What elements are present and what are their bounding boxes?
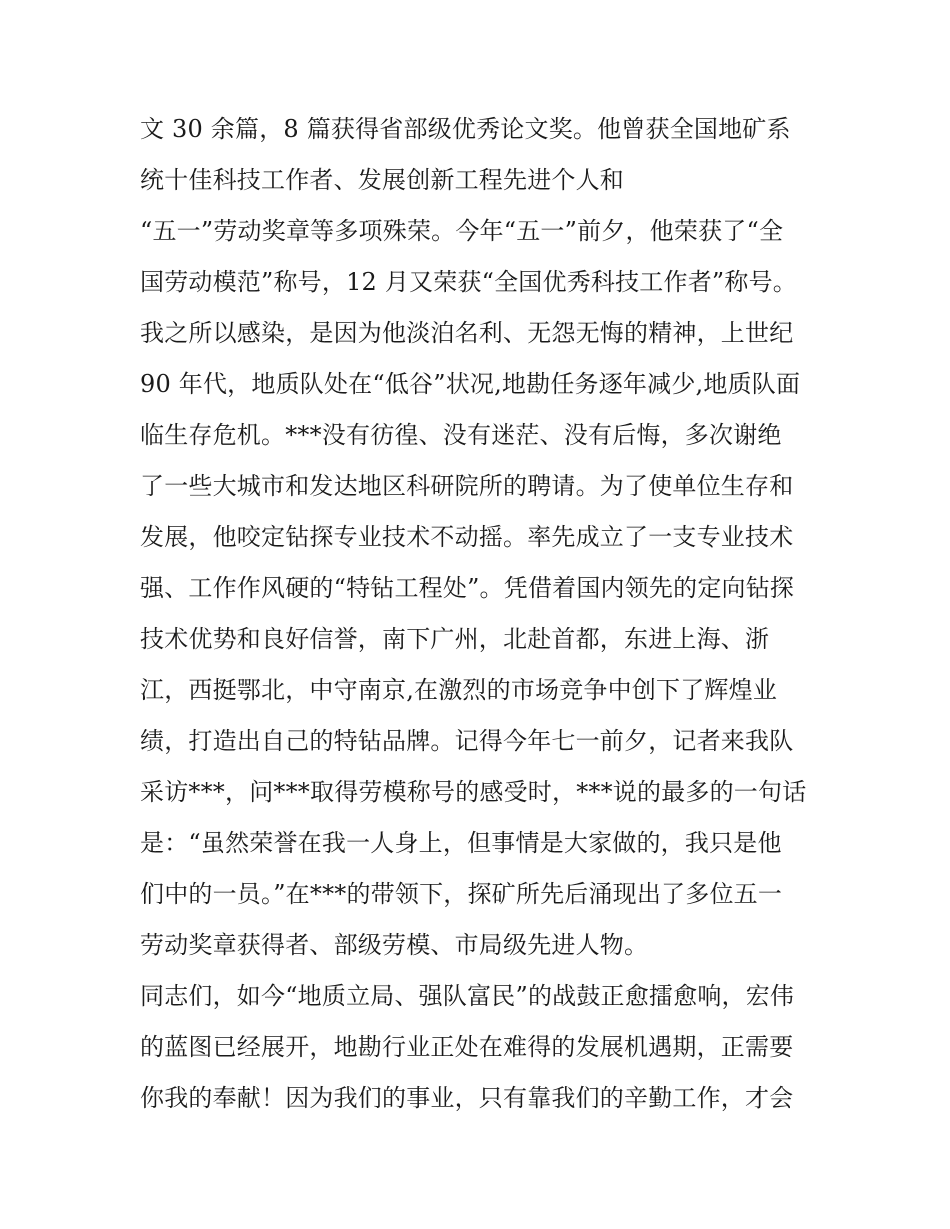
text-line: 绩，打造出自己的特钻品牌。记得今年七一前夕，记者来我队 bbox=[140, 727, 794, 755]
text-line: 我之所以感染，是因为他淡泊名利、无怨无悔的精神，上世纪 bbox=[140, 319, 794, 347]
text-line: 90 年代，地质队处在“低谷”状况,地勘任务逐年减少,地质队面 bbox=[140, 370, 801, 398]
text-line: 文 30 余篇，8 篇获得省部级优秀论文奖。他曾获全国地矿系 bbox=[140, 115, 791, 143]
text-line: 你我的奉献！因为我们的事业，只有靠我们的辛勤工作，才会 bbox=[140, 1084, 794, 1112]
text-line: 强、工作作风硬的“特钻工程处”。凭借着国内领先的定向钻探 bbox=[140, 574, 795, 602]
text-line: 劳动奖章获得者、部级劳模、市局级先进人物。 bbox=[140, 931, 649, 959]
text-line: 技术优势和良好信誉，南下广州，北赴首都，东进上海、浙 bbox=[140, 625, 770, 653]
text-line: 同志们，如今“地质立局、强队富民”的战鼓正愈擂愈响，宏伟 bbox=[140, 982, 795, 1010]
text-line: 的蓝图已经展开，地勘行业正处在难得的发展机遇期，正需要 bbox=[140, 1033, 794, 1061]
text-line: 国劳动模范”称号，12 月又荣获“全国优秀科技工作者”称号。 bbox=[140, 268, 797, 296]
text-line: 了一些大城市和发达地区科研院所的聘请。为了使单位生存和 bbox=[140, 472, 794, 500]
text-line: “五一”劳动奖章等多项殊荣。今年“五一”前夕，他荣获了“全 bbox=[140, 217, 784, 245]
text-line: 是：“虽然荣誉在我一人身上，但事情是大家做的，我只是他 bbox=[140, 829, 782, 857]
text-line: 发展，他咬定钻探专业技术不动摇。率先成立了一支专业技术 bbox=[140, 523, 794, 551]
text-line: 们中的一员。”在***的带领下，探矿所先后涌现出了多位五一 bbox=[140, 880, 783, 908]
text-line: 统十佳科技工作者、发展创新工程先进个人和 bbox=[140, 166, 624, 194]
text-line: 临生存危机。***没有彷徨、没有迷茫、没有后悔，多次谢绝 bbox=[140, 421, 782, 449]
body-text bbox=[140, 104, 820, 1124]
text-line: 江，西挺鄂北，中守南京,在激烈的市场竞争中创下了辉煌业 bbox=[140, 676, 778, 704]
text-line: 采访***，问***取得劳模称号的感受时，***说的最多的一句话 bbox=[140, 778, 807, 806]
